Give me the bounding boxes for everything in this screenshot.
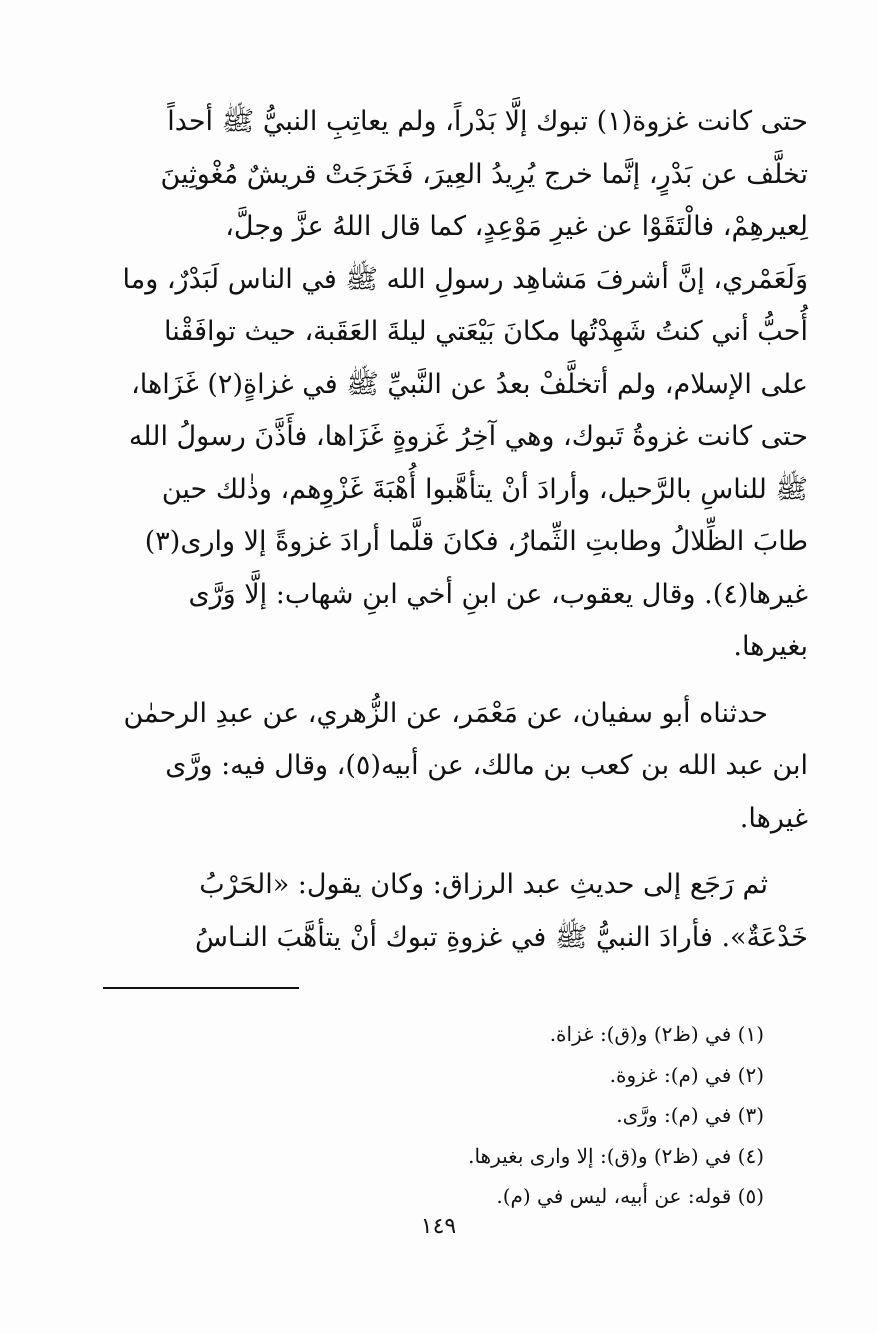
text-line: غيرها.: [739, 802, 808, 834]
text-line: بغيرها.: [733, 631, 808, 662]
footnotes: [100, 1014, 764, 1217]
text-line: ﷺ للناسِ بالرَّحيل، وأرادَ أنْ يتأهَّبوا أُهْبَةَ غَزْوِهم، وذٰلك حين: [161, 473, 808, 505]
page-number: ١٤٩: [420, 1214, 457, 1239]
footnote-5: (٥) قوله: عن أبيه، ليس في (م).: [496, 1184, 764, 1208]
text-line: تخلَّف عن بَدْرٍ، إنَّما خرج يُرِيدُ العِيرَ، فَخَرَجَتْ قريشٌ مُغْوثِينَ: [160, 158, 808, 190]
paragraph-2: [100, 688, 808, 846]
text-line: أُحبُّ أني كنتُ شَهِدْتُها مكانَ بَيْعَتي ليلةَ العَقَبة، حيث توافَقْنا: [164, 316, 808, 347]
footnote-3: (٣) في (م): ورَّى.: [616, 1103, 764, 1127]
footnote-separator: [103, 987, 299, 989]
text-line: ابن عبد الله بن كعب بن مالك، عن أبيه(٥)، وقال فيه: ورَّى: [165, 750, 808, 781]
text-line: غيرها(٤). وقال يعقوب، عن ابنِ أخي ابنِ شهاب: إلَّا وَرَّى: [188, 578, 808, 610]
text-line: حتى كانت غزوة(١) تبوك إلَّا بَدْراً، ولم يعاتِبِ النبيُّ ﷺ أحداً: [167, 106, 808, 137]
text-line: على الإسلام، ولم أتخلَّفْ بعدُ عن النَّبيِّ ﷺ في غزاةٍ(٢) غَزَاها،: [131, 368, 808, 400]
text-line: طابَ الظِّلالُ وطابتِ الثِّمارُ، فكانَ قلَّما أرادَ غزوةً إلا وارى(٣): [144, 526, 808, 557]
text-line: حتى كانت غزوةُ تَبوك، وهي آخِرُ غَزوةٍ غَزَاها، فأَذَّنَ رسولُ الله: [128, 421, 808, 452]
text-line: خَدْعَةٌ». فأرادَ النبيُّ ﷺ في غزوةِ تبوك أنْ يتأهَّبَ النـاسُ: [194, 921, 808, 953]
text-line: لِعيرهِمْ، فالْتَقَوْا عن غيرِ مَوْعِدٍ، كما قال اللهُ عزَّ وجلَّ،: [225, 211, 808, 242]
paragraph-3: [100, 859, 808, 964]
text-line: ثم رَجَع إلى حديثِ عبد الرزاق: وكان يقول: «الحَرْبُ: [199, 869, 768, 900]
footnote-2: (٢) في (م): غزوة.: [609, 1062, 764, 1087]
main-text: [100, 96, 808, 964]
text-line: وَلَعَمْري، إنَّ أشرفَ مَشاهِد رسولِ الله ﷺ في الناس لَبَدْرٌ، وما: [122, 263, 808, 295]
text-line: حدثناه أبو سفيان، عن مَعْمَر، عن الزُّهري، عن عبدِ الرحمٰن: [123, 697, 768, 729]
footnote-4: (٤) في (ظ٢) و(ق): إلا وارى بغيرها.: [468, 1143, 764, 1168]
footnote-1: (١) في (ظ٢) و(ق): غزاة.: [549, 1022, 764, 1046]
paragraph-1: [100, 96, 808, 674]
